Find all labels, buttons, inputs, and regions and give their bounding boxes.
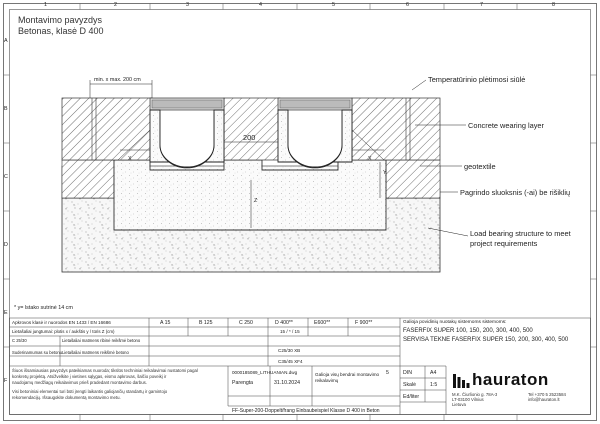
label-base-layer: Pagrindo sluoksnis (-ai) be rišiklių xyxy=(460,188,571,197)
concrete-bedding xyxy=(114,160,386,230)
right-ground xyxy=(386,160,440,198)
hauraton-logo-icon xyxy=(452,372,470,390)
validity-note: Galioja visų bendrai montavimo reikalavimų xyxy=(315,372,380,383)
border-number-4: 4 xyxy=(259,2,262,8)
border-number-1: 1 xyxy=(44,2,47,8)
channel-left xyxy=(150,98,224,168)
address-line-1: M.K. Čiurlionio g. 78A-3 xyxy=(452,392,498,397)
table-row3-value: C25/30 XB xyxy=(278,348,301,353)
note-2: konkretų projektą. Atsižvelkite į vietines sąlygas, eismo apkrovas, šalčio poveikį ir xyxy=(12,374,167,379)
table-row2-d-value: 15 / * / 15 xyxy=(280,329,300,334)
footer-title: FF-Super-200-Doppelt/frang Einbaubeispiel Klasse D 400 in Beton xyxy=(232,408,380,414)
product-line-1: FASERFIX SUPER 100, 150, 200, 300, 400, 500 xyxy=(403,328,533,334)
dimension-y-right: Y xyxy=(383,170,387,176)
address-line-3: Lietuva xyxy=(452,402,466,407)
table-row4-desc: Suderinamumas su betonu xyxy=(12,350,63,355)
border-letter-a: A xyxy=(4,38,8,44)
title-line-2: Betonas, klasė D 400 xyxy=(18,26,104,36)
border-number-6: 6 xyxy=(406,2,409,8)
border-number-8: 8 xyxy=(552,2,555,8)
product-header: Galioja povidinių nuotakų sistemoms sistemoms: xyxy=(403,320,507,325)
table-row3-code: C 25/30 xyxy=(12,338,27,343)
scale-label: Skalė xyxy=(403,382,416,388)
label-load-bearing-2: project requirements xyxy=(470,239,538,248)
dimension-z-center: Z xyxy=(254,198,258,204)
label-geotextile: geotextile xyxy=(464,162,496,171)
dimension-x-right: X xyxy=(368,156,372,162)
din-label: DIN xyxy=(403,370,412,376)
label-temperature-joint: Temperatūrinio plėtimosi siūlė xyxy=(428,75,526,84)
note-4: Visi betoniniai elementai turi būti įrengti laikantis galiojančių standartų ir gamintojo xyxy=(12,389,168,394)
wearing-layer-center xyxy=(224,98,280,160)
scale-value: 1:5 xyxy=(430,382,438,388)
product-line-2: SERVISA TEKNE FASERFIX SUPER 150, 200, 300, 400, 500 xyxy=(403,337,569,343)
channel-right xyxy=(278,98,352,168)
brand-name: hauraton xyxy=(472,370,549,389)
border-letter-e: E xyxy=(4,310,8,316)
class-a15: A 15 xyxy=(160,320,171,326)
title-line-1: Montavimo pavyzdys xyxy=(18,15,103,25)
footnote: * y= lstako sutrinė 14 cm xyxy=(14,305,73,311)
border-letter-f: F xyxy=(4,378,8,384)
drawing-number: 0000185089_LITHUANIAN.dwg xyxy=(232,370,298,375)
table-row2-desc: Lietašaliai jungtumai: plotis x / aukštis y / tūris Z (cm) xyxy=(12,329,115,334)
class-d400: D 400** xyxy=(275,320,293,326)
note-3: naudojamų medžiagų reikalavimus prieš pradedant montavimo darbus. xyxy=(12,380,147,385)
wearing-layer-left xyxy=(62,98,152,160)
edition-label: Ed/liter xyxy=(403,394,420,400)
status-label: Parengta xyxy=(232,380,254,386)
dimension-spacing: min. x max. 200 cm xyxy=(94,77,141,83)
note-5: rekomendacijų. Išsaugokite dokumentą montavimo metu. xyxy=(12,395,121,400)
wearing-layer-right xyxy=(352,98,440,160)
table-row4-desc2: Lietašaliai matmens reikšmė betono xyxy=(62,350,129,355)
left-ground xyxy=(62,160,114,198)
class-c250: C 250 xyxy=(239,320,253,326)
email: info@hauraton.lt xyxy=(528,397,560,402)
table-row3-desc: Lietašaliai matmens ribinė reikšmė betono xyxy=(62,338,141,343)
label-wearing-layer: Concrete wearing layer xyxy=(468,121,544,130)
border-number-3: 3 xyxy=(186,2,189,8)
address-line-2: LT-03100 Vilnius xyxy=(452,397,484,402)
label-load-bearing-1: Load bearing structure to meet xyxy=(470,229,571,238)
status-date: 31.10.2024 xyxy=(274,380,300,386)
class-f900: F 900** xyxy=(355,320,373,326)
drawing-index: 5 xyxy=(386,370,389,376)
table-row1-desc: Apkrovos klasė ir nuorodos EN 1433 / EN 16686 xyxy=(12,320,111,325)
border-letter-d: D xyxy=(4,242,8,248)
border-letter-c: C xyxy=(4,174,8,180)
border-number-2: 2 xyxy=(114,2,117,8)
note-1: Šiuos išsamiausias pavyzdys pateikiamas nuoroda; tikslūs techniniai reikalavimai nustatomi pagal xyxy=(12,368,198,373)
dimension-width: 200 xyxy=(243,133,256,142)
dimension-x-left: X xyxy=(128,156,132,162)
border-number-5: 5 xyxy=(332,2,335,8)
din-value: A4 xyxy=(430,370,437,376)
class-b125: B 125 xyxy=(199,320,213,326)
phone: Tel +370 5 2523584 xyxy=(528,392,566,397)
border-number-7: 7 xyxy=(480,2,483,8)
table-row4-value: C35/45 XF4 xyxy=(278,359,303,364)
border-letter-b: B xyxy=(4,106,8,112)
class-e600: E600** xyxy=(314,320,331,326)
